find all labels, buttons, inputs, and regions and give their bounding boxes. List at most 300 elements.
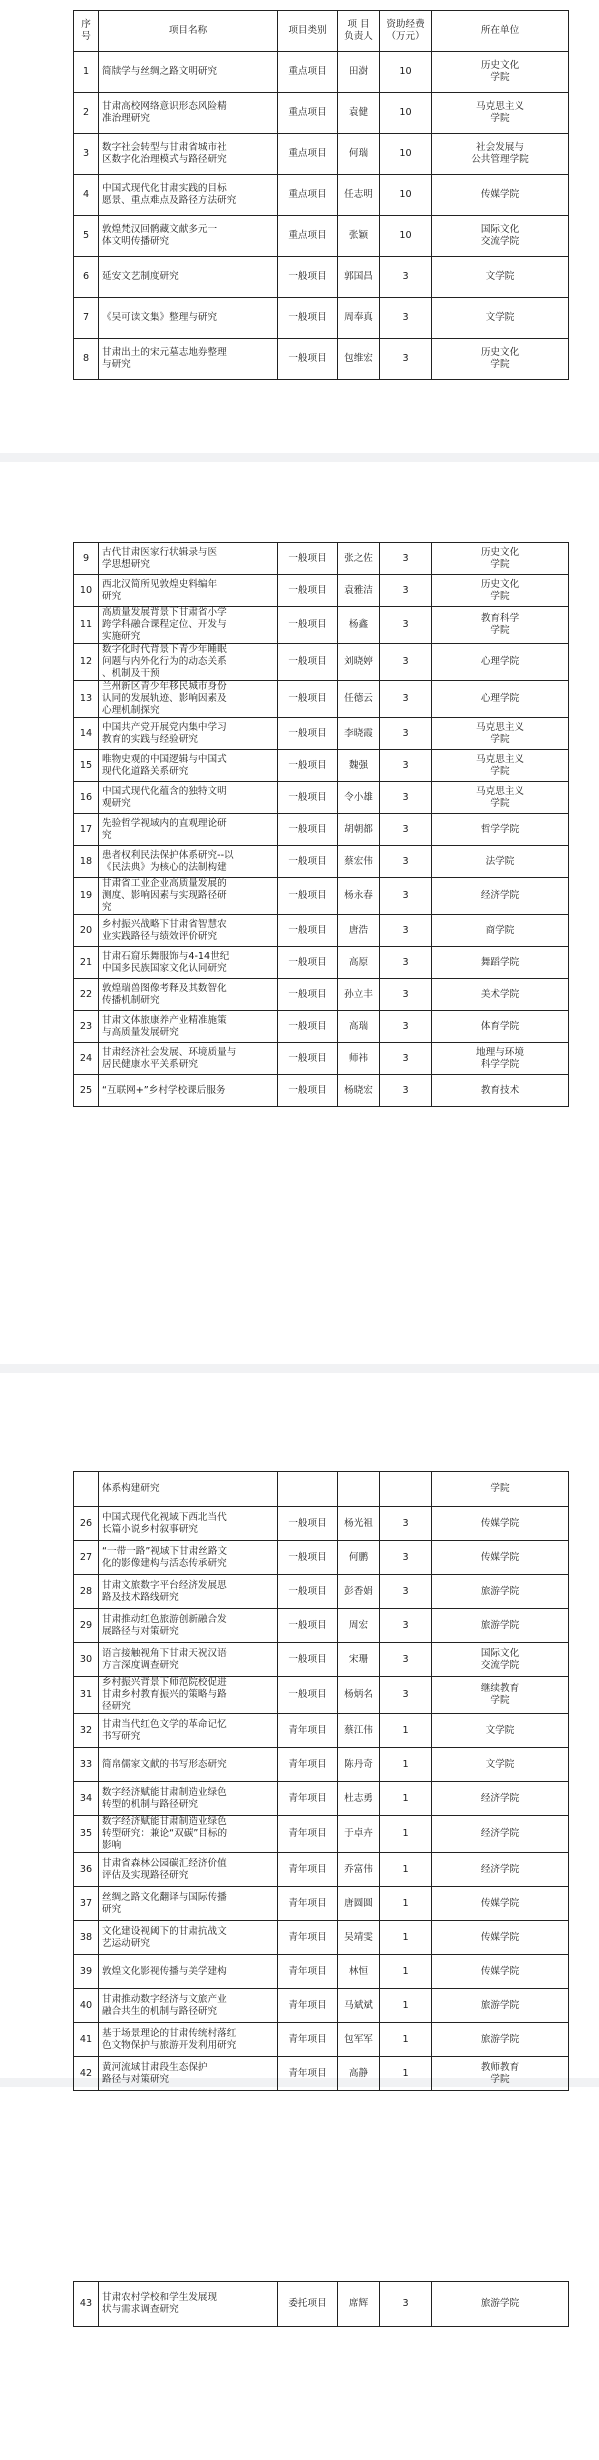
- table-row: [74, 2023, 569, 2057]
- cell-no: 26: [74, 1507, 99, 1541]
- page-gap: [0, 1364, 599, 1373]
- page-gap: [0, 453, 599, 462]
- cell-fund: 3: [380, 543, 432, 575]
- cell-type: 一般项目: [278, 298, 338, 339]
- cell-no: 6: [74, 257, 99, 298]
- cell-type: 一般项目: [278, 681, 338, 718]
- cell-fund: 1: [380, 2023, 432, 2057]
- table-row: [74, 1887, 569, 1921]
- cell-no: 4: [74, 175, 99, 216]
- cell-unit: 地理与环境 科学学院: [432, 1043, 569, 1075]
- table-row: [74, 134, 569, 175]
- cell-type: 一般项目: [278, 1043, 338, 1075]
- cell-lead: 杨光祖: [338, 1507, 380, 1541]
- cell-unit: 马克思主义 学院: [432, 750, 569, 782]
- cell-fund: 3: [380, 339, 432, 380]
- table-row: [74, 1011, 569, 1043]
- cell-name: 甘肃推动数字经济与文旅产业 融合共生的机制与路径研究: [99, 1989, 278, 2023]
- cell-fund: 10: [380, 216, 432, 257]
- table-row: [74, 979, 569, 1011]
- cell-no: 35: [74, 1816, 99, 1853]
- cell-unit: 国际文化 交流学院: [432, 1643, 569, 1677]
- cell-name: 乡村振兴战略下甘肃省智慧农 业实践路径与绩效评价研究: [99, 915, 278, 947]
- cell-lead: 杜志勇: [338, 1782, 380, 1816]
- cell-name: 中国共产党开展党内集中学习 教育的实践与经验研究: [99, 718, 278, 750]
- cell-unit: 传媒学院: [432, 1887, 569, 1921]
- cell-no: 21: [74, 947, 99, 979]
- cell-type: 青年项目: [278, 2023, 338, 2057]
- table-row: [74, 878, 569, 915]
- table-row: [74, 257, 569, 298]
- cell-type: 青年项目: [278, 1853, 338, 1887]
- cell-unit: 旅游学院: [432, 1989, 569, 2023]
- table-row: [74, 1782, 569, 1816]
- cell-unit: 美术学院: [432, 979, 569, 1011]
- cell-lead: 高静: [338, 2057, 380, 2091]
- cell-name: 甘肃经济社会发展、环境质量与 居民健康水平关系研究: [99, 1043, 278, 1075]
- cell-type: 一般项目: [278, 644, 338, 681]
- cell-unit: 历史文化 学院: [432, 543, 569, 575]
- cell-lead: 何瑞: [338, 134, 380, 175]
- cell-type: 一般项目: [278, 979, 338, 1011]
- cell-type: 一般项目: [278, 1575, 338, 1609]
- cell-fund: [380, 1472, 432, 1507]
- cell-name: 兰州新区青少年移民城市身份 认同的发展轨迹、影响因素及 心理机制探究: [99, 681, 278, 718]
- table-row: [74, 718, 569, 750]
- cell-type: [278, 1472, 338, 1507]
- cell-lead: 袁健: [338, 93, 380, 134]
- cell-type: 一般项目: [278, 1541, 338, 1575]
- cell-unit: 学院: [432, 1472, 569, 1507]
- table-row: [74, 52, 569, 93]
- cell-unit: 社会发展与 公共管理学院: [432, 134, 569, 175]
- cell-fund: 10: [380, 134, 432, 175]
- cell-lead: 令小雄: [338, 782, 380, 814]
- cell-name: 简帛儒家文献的书写形态研究: [99, 1748, 278, 1782]
- table-row: [74, 1853, 569, 1887]
- cell-unit: 经济学院: [432, 878, 569, 915]
- cell-no: 33: [74, 1748, 99, 1782]
- cell-unit: 体育学院: [432, 1011, 569, 1043]
- cell-type: 青年项目: [278, 1714, 338, 1748]
- cell-no: 11: [74, 607, 99, 644]
- cell-unit: 国际文化 交流学院: [432, 216, 569, 257]
- continued-row: [74, 1472, 569, 1507]
- cell-lead: 田澍: [338, 52, 380, 93]
- cell-fund: 3: [380, 1043, 432, 1075]
- table-row: [74, 915, 569, 947]
- table-row: [74, 1075, 569, 1107]
- table-row: [74, 1955, 569, 1989]
- cell-fund: 1: [380, 1714, 432, 1748]
- cell-fund: 1: [380, 1816, 432, 1853]
- cell-name: 甘肃出土的宋元墓志地券整理 与研究: [99, 339, 278, 380]
- cell-lead: 周奉真: [338, 298, 380, 339]
- header-type: 项目类别: [278, 11, 338, 52]
- cell-name: 文化建设视阈下的甘肃抗战文 艺运动研究: [99, 1921, 278, 1955]
- cell-no: 43: [74, 2282, 99, 2327]
- cell-type: 青年项目: [278, 2057, 338, 2091]
- cell-unit: 文学院: [432, 257, 569, 298]
- table-row: [74, 1816, 569, 1853]
- table-row: [74, 1541, 569, 1575]
- cell-unit: 经济学院: [432, 1816, 569, 1853]
- cell-lead: 任德云: [338, 681, 380, 718]
- cell-type: 青年项目: [278, 1989, 338, 2023]
- cell-no: 13: [74, 681, 99, 718]
- cell-type: 一般项目: [278, 782, 338, 814]
- cell-fund: 3: [380, 644, 432, 681]
- cell-fund: 3: [380, 814, 432, 846]
- cell-fund: 3: [380, 1609, 432, 1643]
- project-table: [73, 1471, 569, 2091]
- cell-lead: 高瑞: [338, 1011, 380, 1043]
- cell-name: 唯物史观的中国逻辑与中国式 现代化道路关系研究: [99, 750, 278, 782]
- cell-type: 青年项目: [278, 1748, 338, 1782]
- cell-type: 青年项目: [278, 1816, 338, 1853]
- cell-lead: 袁雅洁: [338, 575, 380, 607]
- cell-name: 基于场景理论的甘肃传统村落红 色文物保护与旅游开发利用研究: [99, 2023, 278, 2057]
- cell-type: 重点项目: [278, 134, 338, 175]
- cell-no: 39: [74, 1955, 99, 1989]
- cell-no: 42: [74, 2057, 99, 2091]
- cell-no: 29: [74, 1609, 99, 1643]
- cell-name: 黄河流域甘肃段生态保护 路径与对策研究: [99, 2057, 278, 2091]
- cell-fund: 10: [380, 52, 432, 93]
- cell-no: 16: [74, 782, 99, 814]
- cell-lead: 吴靖雯: [338, 1921, 380, 1955]
- cell-name: 语言接触视角下甘肃天祝汉语 方言深度调查研究: [99, 1643, 278, 1677]
- table-row: [74, 175, 569, 216]
- cell-lead: 杨鑫: [338, 607, 380, 644]
- table-row: [74, 543, 569, 575]
- cell-lead: 杨炳名: [338, 1677, 380, 1714]
- cell-lead: 蔡江伟: [338, 1714, 380, 1748]
- cell-unit: 教师教育 学院: [432, 2057, 569, 2091]
- cell-lead: 蔡宏伟: [338, 846, 380, 878]
- cell-unit: 传媒学院: [432, 1955, 569, 1989]
- cell-unit: 经济学院: [432, 1782, 569, 1816]
- project-table: [73, 10, 569, 380]
- cell-unit: 历史文化 学院: [432, 52, 569, 93]
- cell-name: 中国式现代化视域下西北当代 长篇小说乡村叙事研究: [99, 1507, 278, 1541]
- cell-lead: [338, 1472, 380, 1507]
- table-row: [74, 644, 569, 681]
- table-row: [74, 1043, 569, 1075]
- cell-unit: 继续教育 学院: [432, 1677, 569, 1714]
- table-row: [74, 2057, 569, 2091]
- cell-type: 一般项目: [278, 750, 338, 782]
- table-row: [74, 681, 569, 718]
- cell-fund: 1: [380, 1748, 432, 1782]
- cell-name: 丝绸之路文化翻译与国际传播 研究: [99, 1887, 278, 1921]
- table-row: [74, 1748, 569, 1782]
- cell-lead: 李晓霞: [338, 718, 380, 750]
- cell-fund: 3: [380, 782, 432, 814]
- cell-unit: 文学院: [432, 298, 569, 339]
- cell-lead: 彭香娟: [338, 1575, 380, 1609]
- cell-no: 30: [74, 1643, 99, 1677]
- cell-fund: 3: [380, 1541, 432, 1575]
- cell-type: 青年项目: [278, 1921, 338, 1955]
- cell-lead: 乔富伟: [338, 1853, 380, 1887]
- cell-type: 一般项目: [278, 1507, 338, 1541]
- cell-name: 甘肃石窟乐舞服饰与4-14世纪 中国多民族国家文化认同研究: [99, 947, 278, 979]
- cell-name: 体系构建研究: [99, 1472, 278, 1507]
- table-row: [74, 846, 569, 878]
- cell-type: 一般项目: [278, 1011, 338, 1043]
- cell-name: 甘肃当代红色文学的革命记忆 书写研究: [99, 1714, 278, 1748]
- cell-fund: 10: [380, 175, 432, 216]
- header-name: 项目名称: [99, 11, 278, 52]
- cell-fund: 3: [380, 1507, 432, 1541]
- cell-lead: 于卓卉: [338, 1816, 380, 1853]
- cell-no: 20: [74, 915, 99, 947]
- cell-type: 重点项目: [278, 175, 338, 216]
- cell-lead: 郭国昌: [338, 257, 380, 298]
- cell-no: 3: [74, 134, 99, 175]
- cell-type: 一般项目: [278, 1643, 338, 1677]
- project-table: [73, 542, 569, 1107]
- table-row: [74, 1677, 569, 1714]
- table-row: [74, 607, 569, 644]
- cell-unit: 马克思主义 学院: [432, 718, 569, 750]
- cell-type: 一般项目: [278, 915, 338, 947]
- cell-fund: 3: [380, 257, 432, 298]
- cell-name: 甘肃推动红色旅游创新融合发 展路径与对策研究: [99, 1609, 278, 1643]
- cell-fund: 3: [380, 718, 432, 750]
- table-row: [74, 1507, 569, 1541]
- cell-name: 敦煌文化影视传播与美学建构: [99, 1955, 278, 1989]
- cell-fund: 3: [380, 878, 432, 915]
- cell-unit: 舞蹈学院: [432, 947, 569, 979]
- cell-name: 数字经济赋能甘肃制造业绿色 转型研究：兼论“双碳”目标的 影响: [99, 1816, 278, 1853]
- cell-lead: 唐浩: [338, 915, 380, 947]
- cell-name: 甘肃农村学校和学生发展现 状与需求调查研究: [99, 2282, 278, 2327]
- cell-no: 5: [74, 216, 99, 257]
- table-row: [74, 1643, 569, 1677]
- cell-unit: 旅游学院: [432, 2282, 569, 2327]
- cell-lead: 高原: [338, 947, 380, 979]
- table-header-row: [74, 11, 569, 52]
- cell-fund: 3: [380, 2282, 432, 2327]
- table-row: [74, 93, 569, 134]
- table-row: [74, 782, 569, 814]
- cell-type: 一般项目: [278, 575, 338, 607]
- cell-unit: 传媒学院: [432, 1921, 569, 1955]
- table-row: [74, 298, 569, 339]
- cell-fund: 3: [380, 1643, 432, 1677]
- cell-fund: 3: [380, 1075, 432, 1107]
- cell-type: 一般项目: [278, 1075, 338, 1107]
- cell-no: 19: [74, 878, 99, 915]
- cell-no: 40: [74, 1989, 99, 2023]
- cell-unit: 教育科学 学院: [432, 607, 569, 644]
- cell-lead: 包军军: [338, 2023, 380, 2057]
- cell-name: 数字社会转型与甘肃省城市社 区数字化治理模式与路径研究: [99, 134, 278, 175]
- cell-no: 7: [74, 298, 99, 339]
- table-row: [74, 814, 569, 846]
- cell-unit: 传媒学院: [432, 175, 569, 216]
- cell-type: 青年项目: [278, 1887, 338, 1921]
- header-no: 序号: [74, 11, 99, 52]
- cell-lead: 胡朝都: [338, 814, 380, 846]
- table-row: [74, 1575, 569, 1609]
- cell-name: 数字经济赋能甘肃制造业绿色 转型的机制与路径研究: [99, 1782, 278, 1816]
- cell-unit: 哲学学院: [432, 814, 569, 846]
- cell-unit: 心理学院: [432, 681, 569, 718]
- cell-fund: 3: [380, 607, 432, 644]
- cell-fund: 1: [380, 1989, 432, 2023]
- cell-no: 2: [74, 93, 99, 134]
- cell-fund: 10: [380, 93, 432, 134]
- cell-type: 一般项目: [278, 878, 338, 915]
- cell-no: 15: [74, 750, 99, 782]
- cell-type: 一般项目: [278, 947, 338, 979]
- cell-no: 32: [74, 1714, 99, 1748]
- cell-no: 37: [74, 1887, 99, 1921]
- cell-no: 1: [74, 52, 99, 93]
- cell-type: 重点项目: [278, 52, 338, 93]
- table-row: [74, 1609, 569, 1643]
- cell-type: 一般项目: [278, 814, 338, 846]
- cell-fund: 3: [380, 947, 432, 979]
- cell-name: 延安文艺制度研究: [99, 257, 278, 298]
- cell-unit: 马克思主义 学院: [432, 93, 569, 134]
- cell-fund: 3: [380, 1677, 432, 1714]
- cell-unit: 历史文化 学院: [432, 575, 569, 607]
- cell-name: 简牍学与丝绸之路文明研究: [99, 52, 278, 93]
- cell-unit: 文学院: [432, 1714, 569, 1748]
- cell-lead: 杨永春: [338, 878, 380, 915]
- cell-no: 8: [74, 339, 99, 380]
- cell-lead: 马斌斌: [338, 1989, 380, 2023]
- cell-type: 青年项目: [278, 1955, 338, 1989]
- cell-fund: 3: [380, 575, 432, 607]
- cell-name: 甘肃高校网络意识形态风险精 准治理研究: [99, 93, 278, 134]
- cell-lead: 杨晓宏: [338, 1075, 380, 1107]
- cell-lead: 张之佐: [338, 543, 380, 575]
- cell-fund: 1: [380, 2057, 432, 2091]
- cell-name: 先验哲学视域内的直观理论研 究: [99, 814, 278, 846]
- cell-no: 24: [74, 1043, 99, 1075]
- cell-name: 西北汉简所见敦煌史料编年 研究: [99, 575, 278, 607]
- cell-fund: 1: [380, 1887, 432, 1921]
- table-row: [74, 1989, 569, 2023]
- cell-type: 一般项目: [278, 607, 338, 644]
- cell-unit: 旅游学院: [432, 2023, 569, 2057]
- cell-unit: 旅游学院: [432, 1609, 569, 1643]
- cell-type: 一般项目: [278, 339, 338, 380]
- table-row: [74, 216, 569, 257]
- table-row: [74, 947, 569, 979]
- cell-type: 重点项目: [278, 216, 338, 257]
- cell-no: 41: [74, 2023, 99, 2057]
- table-row: [74, 339, 569, 380]
- cell-no: 38: [74, 1921, 99, 1955]
- cell-lead: 周宏: [338, 1609, 380, 1643]
- cell-lead: 师祎: [338, 1043, 380, 1075]
- cell-type: 一般项目: [278, 543, 338, 575]
- cell-name: 敦煌瑞兽图像考释及其数智化 传播机制研究: [99, 979, 278, 1011]
- header-unit: 所在单位: [432, 11, 569, 52]
- cell-name: 中国式现代化甘肃实践的目标 愿景、重点难点及路径方法研究: [99, 175, 278, 216]
- cell-no: 31: [74, 1677, 99, 1714]
- cell-name: 中国式现代化蕴含的独特文明 观研究: [99, 782, 278, 814]
- cell-name: 乡村振兴背景下师范院校促进 甘肃乡村教育振兴的策略与路 径研究: [99, 1677, 278, 1714]
- cell-fund: 3: [380, 915, 432, 947]
- cell-name: 《吴可读文集》整理与研究: [99, 298, 278, 339]
- cell-fund: 3: [380, 681, 432, 718]
- cell-unit: 教育技术: [432, 1075, 569, 1107]
- cell-name: 甘肃省工业企业高质量发展的 测度、影响因素与实现路径研 究: [99, 878, 278, 915]
- table-row: [74, 1714, 569, 1748]
- cell-fund: 1: [380, 1782, 432, 1816]
- cell-no: 36: [74, 1853, 99, 1887]
- cell-fund: 1: [380, 1853, 432, 1887]
- cell-lead: 席辉: [338, 2282, 380, 2327]
- header-lead: 项 目 负责人: [338, 11, 380, 52]
- cell-lead: 魏强: [338, 750, 380, 782]
- cell-lead: 张颖: [338, 216, 380, 257]
- cell-no: 28: [74, 1575, 99, 1609]
- cell-type: 一般项目: [278, 846, 338, 878]
- cell-no: [74, 1472, 99, 1507]
- cell-no: 9: [74, 543, 99, 575]
- cell-unit: 传媒学院: [432, 1541, 569, 1575]
- cell-fund: 1: [380, 1921, 432, 1955]
- cell-no: 27: [74, 1541, 99, 1575]
- cell-no: 22: [74, 979, 99, 1011]
- cell-fund: 3: [380, 750, 432, 782]
- project-table: [73, 2281, 569, 2327]
- cell-name: “一带一路”视域下甘肃丝路文 化的影像建构与活态传承研究: [99, 1541, 278, 1575]
- cell-no: 14: [74, 718, 99, 750]
- cell-no: 10: [74, 575, 99, 607]
- table-row: [74, 750, 569, 782]
- cell-type: 委托项目: [278, 2282, 338, 2327]
- cell-unit: 经济学院: [432, 1853, 569, 1887]
- cell-name: 高质量发展背景下甘肃省小学 跨学科融合课程定位、开发与 实施研究: [99, 607, 278, 644]
- cell-name: 患者权利民法保护体系研究--以 《民法典》为核心的法制构建: [99, 846, 278, 878]
- cell-unit: 商学院: [432, 915, 569, 947]
- cell-type: 青年项目: [278, 1782, 338, 1816]
- cell-type: 一般项目: [278, 1609, 338, 1643]
- cell-name: 甘肃文体旅康养产业精准施策 与高质量发展研究: [99, 1011, 278, 1043]
- cell-lead: 包维宏: [338, 339, 380, 380]
- cell-no: 12: [74, 644, 99, 681]
- cell-name: 敦煌梵汉回鹘藏文献多元一 体文明传播研究: [99, 216, 278, 257]
- table-row: [74, 1921, 569, 1955]
- cell-name: 古代甘肃医家行状辑录与医 学思想研究: [99, 543, 278, 575]
- cell-unit: 法学院: [432, 846, 569, 878]
- cell-fund: 1: [380, 1955, 432, 1989]
- cell-unit: 文学院: [432, 1748, 569, 1782]
- cell-name: 数字化时代背景下青少年睡眠 问题与内外化行为的动态关系 、机制及干预: [99, 644, 278, 681]
- cell-lead: 刘晓婷: [338, 644, 380, 681]
- cell-fund: 3: [380, 298, 432, 339]
- cell-no: 18: [74, 846, 99, 878]
- cell-no: 23: [74, 1011, 99, 1043]
- header-fund: 资助经费 （万元）: [380, 11, 432, 52]
- cell-unit: 马克思主义 学院: [432, 782, 569, 814]
- cell-unit: 传媒学院: [432, 1507, 569, 1541]
- cell-lead: 陈丹奇: [338, 1748, 380, 1782]
- cell-unit: 心理学院: [432, 644, 569, 681]
- cell-lead: 唐圆圆: [338, 1887, 380, 1921]
- cell-lead: 何鹏: [338, 1541, 380, 1575]
- cell-lead: 宋珊: [338, 1643, 380, 1677]
